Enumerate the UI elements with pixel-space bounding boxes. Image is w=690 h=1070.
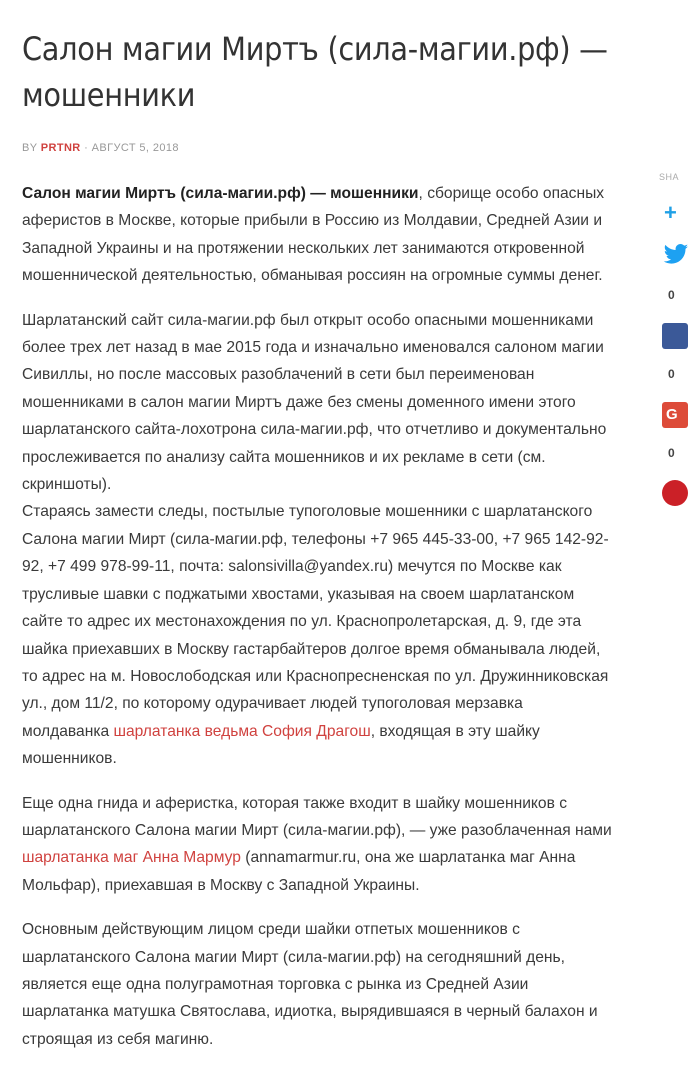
author-link[interactable]: PRTNR [40,142,81,154]
twitter-count: 0 [668,288,675,302]
facebook-icon[interactable] [662,323,688,349]
article-meta [22,142,614,154]
p4-text-after: (annamarmur.ru, она же шарлатанка маг Анна Мольфар), приехавшая в Москву с Западной Украины. [22,849,576,894]
meta-by: BY [22,142,38,154]
pinterest-icon[interactable] [662,480,688,506]
share-plus-icon[interactable]: + [664,200,677,225]
meta-separator: · [80,142,92,154]
facebook-count: 0 [668,367,675,381]
paragraph-1 [22,180,614,290]
google-count: 0 [668,446,675,460]
link-sofia-dragosh[interactable]: шарлатанка ведьма София Драгош [113,722,371,740]
paragraph-5: Основным действующим лицом среди шайки отпетых мошенников с шарлатанского Салона магии Мирт (сила-магии.рф) на сегодняшний день, является еще одна полуграмотная торговка с рынка из Средней Азии шарлатанка матушка Святослава, идиотка, вырядившаяся в черный балахон и строящая из себя магиню. [22,921,598,1048]
article-title: Салон магии Миртъ (сила-магии.рф) — мошенники [22,30,608,114]
lead-bold-text: Салон магии Миртъ (сила-магии.рф) — мошенники [22,185,419,202]
p3-text-after: , входящая в эту шайку мошенников. [22,722,540,768]
paragraph-2: Шарлатанский сайт сила-магии.рф был открыт особо опасными мошенниками более трех лет назад в мае 2015 года и изначально именовался салоном магии Сивиллы, но после массовых разоблачений в сети был переименован мошенниками в салон магии Миртъ даже без смены доменного имени этого шарлатанского сайта-лохотрона сила-магии.рф, что отчетливо и документально прослеживается по анализу сайта мошенников и их рекламе в сети (см. скриншоты). [22,311,607,494]
google-plus-icon[interactable]: G [662,402,688,428]
publish-date: АВГУСТ 5, 2018 [91,142,179,154]
share-label: SHA [659,172,680,182]
twitter-icon[interactable] [662,244,690,266]
lead-text: , сборище особо опасных аферистов в Москве, которые прибыли в Россию из Молдавии, Средней Азии и Западной Украины и на протяжении нескольких лет занимаются откровенной мошеннической деятельностью, обманывая россиян на огромные суммы денег. [22,185,605,285]
article [22,26,614,1070]
paragraph-3 [22,498,614,772]
article-content [22,180,614,1053]
paragraph-4 [22,790,614,900]
p3-text-before: Стараясь замести следы, постылые тупоголовые мошенники с шарлатанского Салона магии Мирт (сила-магии.рф, телефоны +7 965 445-33-00, +7 965 142-92-92, +7 499 978-99-11, почта: salonsivilla@yandex.ru) мечутся по Москве как трусливые шавки с поджатыми хвостами, указывая на своем шарлатанском сайте то адрес их местонахождения по ул. Краснопролетарская, д. 9, где эта шайка приехавших в Москву гастарбайтеров долгое время обманывала людей, то адрес на м. Новослободская или Краснопресненская по ул. Дружинниковская ул., дом 11/2, по которому одурачивает людей тупоголовая мерзавка молдаванка [22,503,609,740]
p4-text-before: Еще одна гнида и аферистка, которая также входит в шайку мошенников с шарлатанского Салона магии Мирт (сила-магии.рф), — уже разоблаченная нами [22,794,612,839]
link-anna-marmur[interactable]: шарлатанка маг Анна Мармур [22,849,241,867]
